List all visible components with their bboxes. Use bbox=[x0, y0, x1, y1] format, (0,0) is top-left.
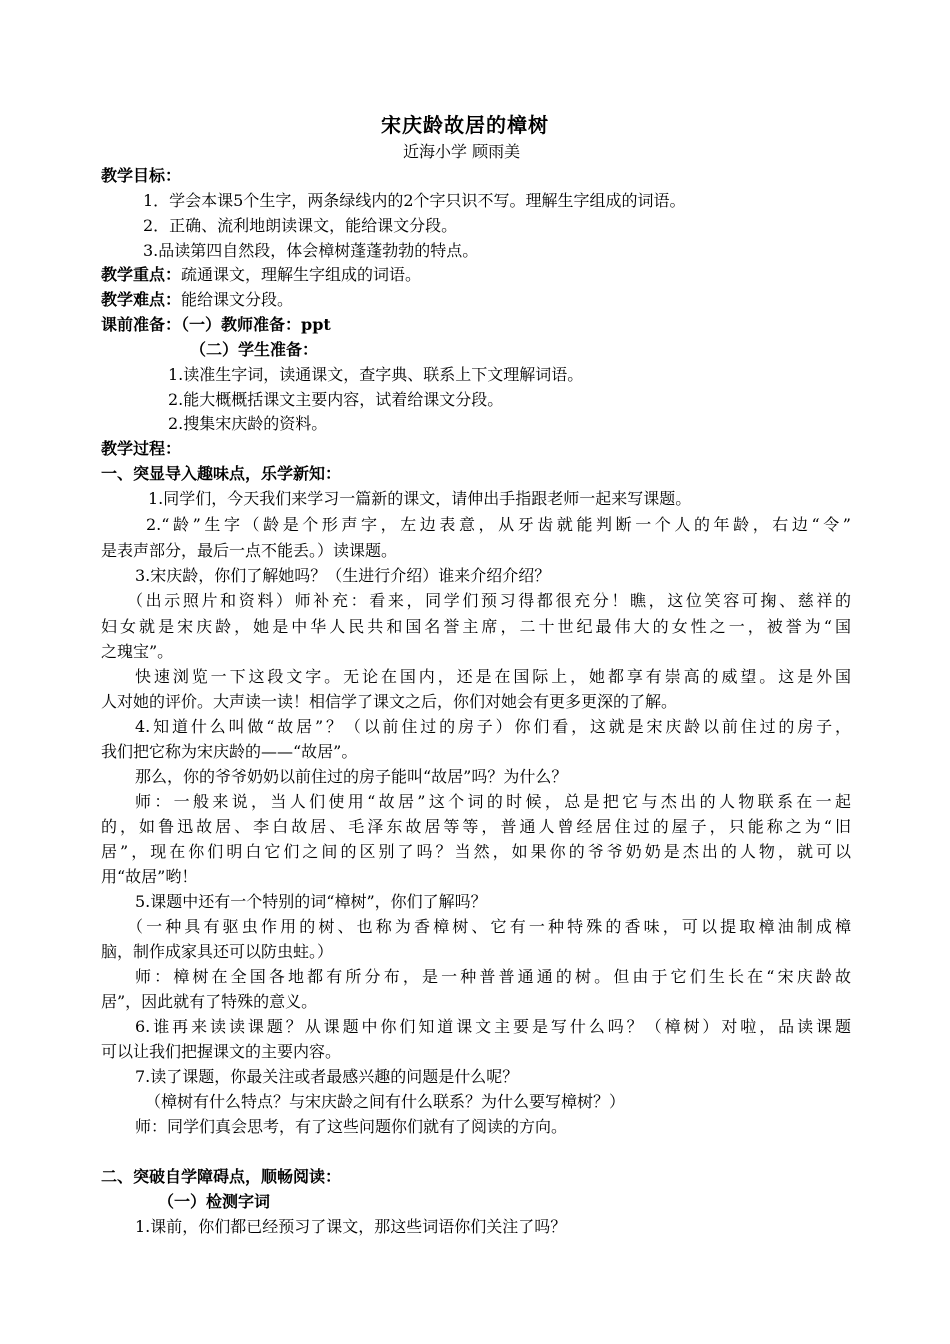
section1-heading: 一、突显导入趣味点，乐学新知： bbox=[101, 464, 342, 483]
paragraph-line: 师：一般来说，当人们使用“故居”这个词的时候，总是把它与杰出的人物联系在一起 bbox=[135, 792, 851, 811]
paragraph-line: （出示照片和资料）师补充：看来，同学们预习得都很充分！瞧，这位笑容可掬、慈祥的 bbox=[127, 591, 851, 610]
goal-item: 1．学会本课5个生字，两条绿线内的2个字只识不写。理解生字组成的词语。 bbox=[143, 191, 686, 210]
paragraph-line: 6.谁再来读读课题？从课题中你们知道课文主要是写什么吗？（樟树）对啦，品读课题 bbox=[135, 1017, 851, 1036]
paragraph-line: 5.课题中还有一个特别的词“樟树”，你们了解吗？ bbox=[135, 892, 487, 911]
paragraph-line: 1.课前，你们都已经预习了课文，那这些词语你们关注了吗？ bbox=[135, 1217, 567, 1236]
key-point-label: 教学重点： bbox=[101, 265, 182, 284]
prep-teacher: （一）教师准备：ppt bbox=[181, 315, 331, 334]
paragraph-line: （一种具有驱虫作用的树、也称为香樟树、它有一种特殊的香味，可以提取樟油制成樟 bbox=[127, 917, 851, 936]
goal-item: 3.品读第四自然段，体会樟树蓬蓬勃勃的特点。 bbox=[143, 241, 479, 260]
goal-item: 2．正确、流利地朗读课文，能给课文分段。 bbox=[143, 216, 458, 235]
prep-line bbox=[101, 314, 331, 336]
author-line: 近海小学 顾雨美 bbox=[403, 142, 521, 161]
paragraph-line: 妇女就是宋庆龄，她是中华人民共和国名誉主席，二十世纪最伟大的女性之一，被誉为“国 bbox=[101, 617, 851, 636]
paragraph-line: 居”，现在你们明白它们之间的区别了吗？当然，如果你的爷爷奶奶是杰出的人物，就可以 bbox=[101, 842, 851, 861]
prep-item: 2.能大概概括课文主要内容，试着给课文分段。 bbox=[168, 390, 504, 409]
paragraph-line: 3.宋庆龄，你们了解她吗？（生进行介绍）谁来介绍介绍？ bbox=[135, 566, 551, 585]
paragraph-line: 那么，你的爷爷奶奶以前住过的房子能叫“故居”吗？为什么？ bbox=[135, 767, 568, 786]
paragraph-line: 用“故居”哟！ bbox=[101, 867, 198, 886]
prep-student: （二）学生准备： bbox=[190, 340, 319, 359]
paragraph-line: 脑，制作成家具还可以防虫蛀。） bbox=[101, 942, 334, 961]
paragraph-line: 是表声部分，最后一点不能丢。）读课题。 bbox=[101, 541, 398, 560]
goals-heading: 教学目标： bbox=[101, 166, 182, 185]
prep-item: 2.搜集宋庆龄的资料。 bbox=[168, 414, 328, 433]
key-point-line bbox=[101, 264, 421, 286]
prep-label: 课前准备： bbox=[101, 315, 182, 334]
paragraph-line: 居”，因此就有了特殊的意义。 bbox=[101, 992, 318, 1011]
paragraph-line: 师：樟树在全国各地都有所分布，是一种普普通通的树。但由于它们生长在“宋庆龄故 bbox=[135, 967, 851, 986]
difficulty-label: 教学难点： bbox=[101, 290, 182, 309]
process-heading: 教学过程： bbox=[101, 439, 182, 458]
paragraph-line: 7.读了课题，你最关注或者最感兴趣的问题是什么呢？ bbox=[135, 1067, 519, 1086]
difficulty-line bbox=[101, 289, 293, 311]
paragraph-line: 人对她的评价。大声读一读！相信学了课文之后，你们对她会有更多更深的了解。 bbox=[101, 692, 678, 711]
paragraph-line: 的，如鲁迅故居、李白故居、毛泽东故居等等，普通人曾经居住过的屋子，只能称之为“旧 bbox=[101, 817, 851, 836]
paragraph-line: 之瑰宝”。 bbox=[101, 642, 174, 661]
section2-heading: 二、突破自学障碍点，顺畅阅读： bbox=[101, 1167, 342, 1186]
paragraph-line: 师：同学们真会思考，有了这些问题你们就有了阅读的方向。 bbox=[135, 1117, 568, 1136]
paragraph-line: （樟树有什么特点？与宋庆龄之间有什么联系？为什么要写樟树？） bbox=[145, 1092, 626, 1111]
paragraph-line: 4.知道什么叫做“故居”？（以前住过的房子）你们看，这就是宋庆龄以前住过的房子， bbox=[135, 717, 851, 736]
prep-item: 1.读准生字词，读通课文，查字典、联系上下文理解词语。 bbox=[168, 365, 584, 384]
paragraph-line: 可以让我们把握课文的主要内容。 bbox=[101, 1042, 342, 1061]
paragraph-line: 2.“龄”生字（龄是个形声字，左边表意，从牙齿就能判断一个人的年龄，右边“令” bbox=[146, 515, 851, 534]
paragraph-line: 快速浏览一下这段文字。无论在国内，还是在国际上，她都享有崇高的威望。这是外国 bbox=[135, 667, 851, 686]
page-title: 宋庆龄故居的樟树 bbox=[381, 113, 549, 137]
paragraph-line: 我们把它称为宋庆龄的——“故居”。 bbox=[101, 742, 358, 761]
section2-subheading: （一）检测字词 bbox=[158, 1192, 271, 1211]
paragraph-line: 1.同学们，今天我们来学习一篇新的课文，请伸出手指跟老师一起来写课题。 bbox=[148, 489, 692, 508]
difficulty-text: 能给课文分段。 bbox=[181, 290, 294, 309]
key-point-text: 疏通课文，理解生字组成的词语。 bbox=[181, 265, 422, 284]
